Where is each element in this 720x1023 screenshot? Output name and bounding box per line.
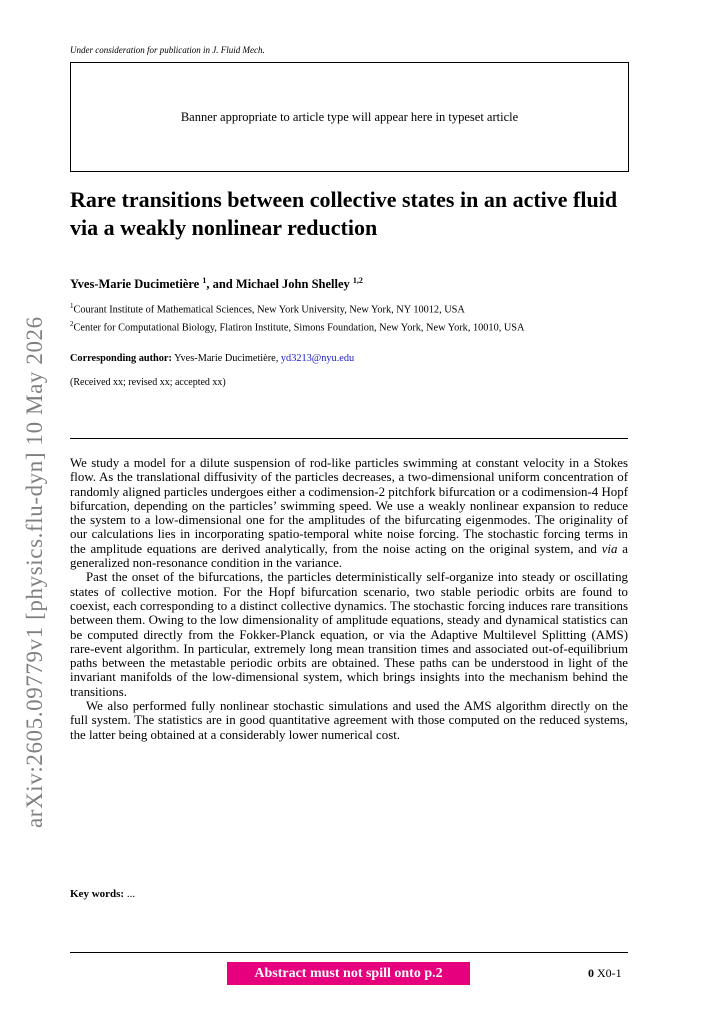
affiliation — [70, 318, 630, 335]
bottom-divider — [70, 952, 628, 953]
page-number — [588, 966, 622, 981]
page-number-bold: 0 — [588, 966, 594, 980]
page-number-rest: X0-1 — [594, 966, 622, 980]
journal-note: Under consideration for publication in J. Fluid Mech. — [70, 45, 265, 55]
abstract — [70, 456, 628, 742]
author-name: Michael John Shelley — [235, 277, 350, 292]
arxiv-stamp: arXiv:2605.09779v1 [physics.flu-dyn] 10 May 2026 — [22, 316, 47, 828]
affiliation-text: Center for Computational Biology, Flatiron Institute, Simons Foundation, New York, New York, 10010, USA — [73, 322, 525, 334]
abstract-paragraph: Past the onset of the bifurcations, the particles deterministically self-organize into steady or oscillating states of collective motion. For the Hopf bifurcation scenario, two stable periodic orbits are found to coexist, each corresponding to a distinct collective dynamics. The stochastic forcing induces rare transitions between them. Owing to the low dimensionality of amplitude equations, steady and dynamical statistics can be computed directly from the Fokker-Planck equation, or via the Adaptive Multilevel Splitting (AMS) rare-event algorithm. In particular, extremely long mean transition times and associated out-of-equilibrium paths between the metastable periodic orbits are obtained. These paths can be understood in light of the invariant manifolds of the low-dimensional system, which brings insights into the mechanism behind the transitions. — [70, 570, 628, 699]
overflow-warning-badge: Abstract must not spill onto p.2 — [227, 962, 470, 985]
author-list — [70, 276, 363, 292]
abstract-text: We study a model for a dilute suspension of rod-like particles swimming at constant velocity in a Stokes flow. As the translational diffusivity of the particles decreases, a two-dimensional uniform concentration of randomly aligned particles undergoes either a codimension-2 pitchfork bifurcation or a codimension-4 Hopf bifurcation, depending on the particles’ swimming speed. We use a weakly nonlinear expansion to reduce the system to a low-dimensional one for the amplitudes of the bifurcating eigenmodes. The originality of our calculations lies in incorporating spatio-temporal white noise forcing. The stochastic forcing terms in the amplitude equations are derived analytically, from the noise acting on the original system, and — [70, 456, 628, 556]
keywords — [70, 888, 135, 900]
abstract-text: a generalized non-resonance condition in the variance. — [70, 541, 628, 571]
email-link[interactable]: yd3213@nyu.edu — [280, 353, 355, 364]
abstract-paragraph — [70, 456, 628, 570]
affiliation-text: Courant Institute of Mathematical Sciences, New York University, New York, NY 10012, USA — [73, 304, 465, 316]
abstract-emphasis: via — [601, 541, 618, 556]
paper-title: Rare transitions between collective states in an active fluid via a weakly nonlinear reduction — [70, 187, 618, 240]
author-affil-mark: 1,2 — [352, 276, 363, 285]
keywords-label: Key words: — [70, 888, 125, 900]
author-name: Yves-Marie Ducimetière — [70, 277, 200, 292]
article-banner — [70, 62, 629, 172]
affiliation-mark: 2 — [70, 320, 74, 328]
affiliation — [70, 300, 630, 317]
banner-text: Banner appropriate to article type will appear here in typeset article — [180, 109, 519, 124]
author-joiner: , and — [206, 277, 236, 292]
abstract-paragraph: We also performed fully nonlinear stochastic simulations and used the AMS algorithm directly on the full system. The statistics are in good quantitative agreement with those computed on the reduced systems, the latter being obtained at a considerably lower numerical cost. — [70, 699, 628, 742]
corresponding-label: Corresponding author: — [70, 353, 172, 364]
affiliation-mark: 1 — [70, 302, 74, 310]
keywords-value: ... — [124, 888, 136, 900]
corresponding-name: Yves-Marie Ducimetière, — [171, 353, 281, 364]
corresponding-author — [70, 353, 354, 364]
author-affil-mark: 1 — [202, 276, 207, 285]
received-dates: (Received xx; revised xx; accepted xx) — [70, 377, 226, 388]
top-divider — [70, 438, 628, 439]
